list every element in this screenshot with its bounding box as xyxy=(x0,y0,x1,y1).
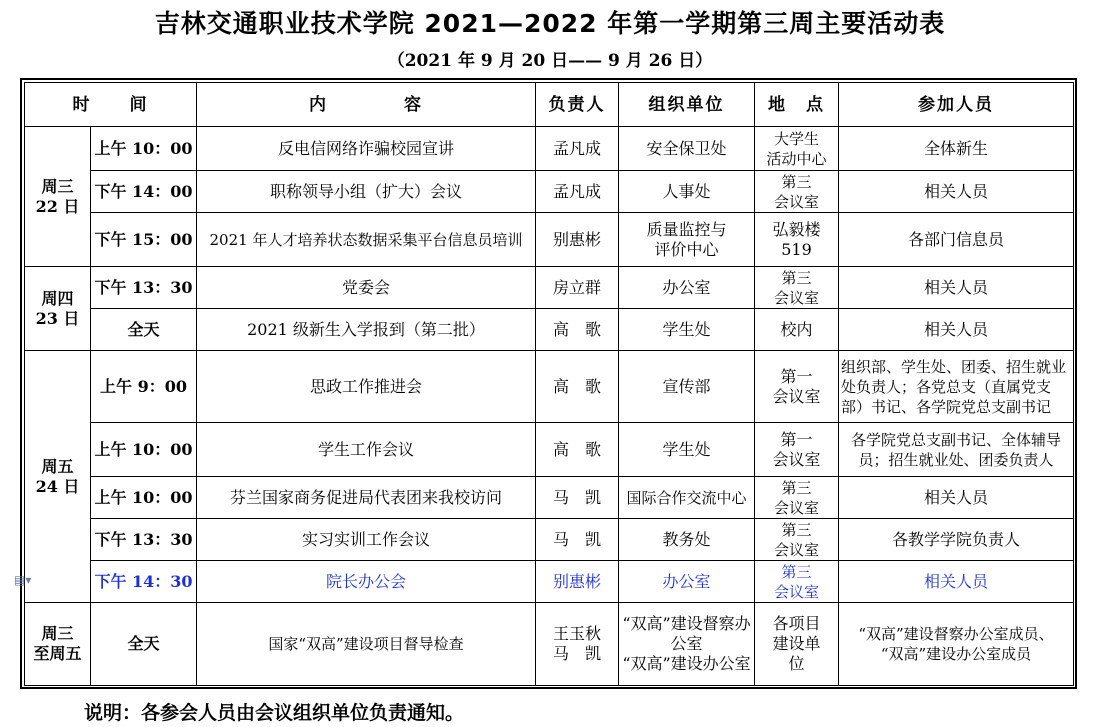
header-row xyxy=(25,83,1074,127)
table-row xyxy=(25,309,1074,351)
table-row xyxy=(25,603,1074,686)
day-cell: 周三 至周五 xyxy=(25,603,91,686)
person-cell: 孟凡成 xyxy=(536,127,619,171)
header-person: 负责人 xyxy=(536,83,619,127)
time-cell: 下午 14：00 xyxy=(91,171,197,213)
place-cell: 第三 会议室 xyxy=(755,561,839,603)
page-title: 吉林交通职业技术学院 2021—2022 年第一学期第三周主要活动表 xyxy=(154,9,946,38)
person-cell: 高 歌 xyxy=(536,423,619,477)
org-cell: 学生处 xyxy=(619,309,755,351)
table-row xyxy=(25,213,1074,267)
content-cell: 反电信网络诈骗校园宣讲 xyxy=(197,127,536,171)
document-anchor-icon: ▤▾ xyxy=(14,573,32,587)
time-cell: 全天 xyxy=(91,309,197,351)
header-time: 时 间 xyxy=(25,83,197,127)
content-cell: 职称领导小组（扩大）会议 xyxy=(197,171,536,213)
day-cell: 周三 22 日 xyxy=(25,127,91,267)
content-cell: 院长办公会 xyxy=(197,561,536,603)
person-cell: 孟凡成 xyxy=(536,171,619,213)
person-cell: 王玉秋 马 凯 xyxy=(536,603,619,686)
attendees-cell: 全体新生 xyxy=(839,127,1074,171)
place-cell: 校内 xyxy=(755,309,839,351)
content-cell: 国家“双高”建设项目督导检查 xyxy=(197,603,536,686)
header-org: 组织单位 xyxy=(619,83,755,127)
content-cell: 思政工作推进会 xyxy=(197,351,536,423)
content-cell: 芬兰国家商务促进局代表团来我校访问 xyxy=(197,477,536,519)
person-cell: 别惠彬 xyxy=(536,213,619,267)
table-row xyxy=(25,477,1074,519)
org-cell: 办公室 xyxy=(619,561,755,603)
org-cell: 人事处 xyxy=(619,171,755,213)
attendees-cell: 各教学学院负责人 xyxy=(839,519,1074,561)
org-cell: 教务处 xyxy=(619,519,755,561)
org-cell: 安全保卫处 xyxy=(619,127,755,171)
place-cell: 第一 会议室 xyxy=(755,423,839,477)
person-cell: 高 歌 xyxy=(536,309,619,351)
table-row xyxy=(25,423,1074,477)
place-cell: 第三 会议室 xyxy=(755,171,839,213)
content-cell: 2021 年人才培养状态数据采集平台信息员培训 xyxy=(197,213,536,267)
content-cell: 实习实训工作会议 xyxy=(197,519,536,561)
place-cell: 弘毅楼 519 xyxy=(755,213,839,267)
person-cell: 高 歌 xyxy=(536,351,619,423)
time-cell: 上午 10：00 xyxy=(91,423,197,477)
place-cell: 各项目 建设单 位 xyxy=(755,603,839,686)
day-cell: 周五 24 日 xyxy=(25,351,91,603)
time-cell: 上午 10：00 xyxy=(91,127,197,171)
org-cell: 办公室 xyxy=(619,267,755,309)
time-cell: 下午 15：00 xyxy=(91,213,197,267)
attendees-cell: “双高”建设督察办公室成员、 “双高”建设办公室成员 xyxy=(839,603,1074,686)
time-cell: 下午 13：30 xyxy=(91,267,197,309)
header-content: 内 容 xyxy=(197,83,536,127)
person-cell: 房立群 xyxy=(536,267,619,309)
attendees-cell: 各学院党总支副书记、全体辅导员；招生就业处、团委负责人 xyxy=(839,423,1074,477)
attendees-cell: 相关人员 xyxy=(839,477,1074,519)
org-cell: 国际合作交流中心 xyxy=(619,477,755,519)
table-row xyxy=(25,171,1074,213)
header-place: 地 点 xyxy=(755,83,839,127)
org-cell: 学生处 xyxy=(619,423,755,477)
attendees-cell: 相关人员 xyxy=(839,171,1074,213)
person-cell: 别惠彬 xyxy=(536,561,619,603)
content-cell: 2021 级新生入学报到（第二批） xyxy=(197,309,536,351)
table-row xyxy=(25,267,1074,309)
date-range: （2021 年 9 月 20 日—— 9 月 26 日） xyxy=(387,51,713,71)
table-row xyxy=(25,351,1074,423)
org-cell: “双高”建设督察办公室 “双高”建设办公室 xyxy=(619,603,755,686)
org-cell: 质量监控与 评价中心 xyxy=(619,213,755,267)
footnote: 说明：各参会人员由会议组织单位负责通知。 xyxy=(84,702,465,724)
attendees-cell: 组织部、学生处、团委、招生就业处负责人；各党总支（直属党支部）书记、各学院党总支副书记 xyxy=(839,351,1074,423)
day-cell: 周四 23 日 xyxy=(25,267,91,351)
time-cell: 全天 xyxy=(91,603,197,686)
place-cell: 第三 会议室 xyxy=(755,267,839,309)
table-row xyxy=(25,127,1074,171)
content-cell: 党委会 xyxy=(197,267,536,309)
activity-table xyxy=(24,82,1074,686)
attendees-cell: 各部门信息员 xyxy=(839,213,1074,267)
person-cell: 马 凯 xyxy=(536,477,619,519)
table-row xyxy=(25,519,1074,561)
time-cell: 下午 13：30 xyxy=(91,519,197,561)
person-cell: 马 凯 xyxy=(536,519,619,561)
time-cell: 下午 14：30 xyxy=(91,561,197,603)
time-cell: 上午 10：00 xyxy=(91,477,197,519)
attendees-cell: 相关人员 xyxy=(839,561,1074,603)
place-cell: 第一 会议室 xyxy=(755,351,839,423)
place-cell: 第三 会议室 xyxy=(755,477,839,519)
org-cell: 宣传部 xyxy=(619,351,755,423)
time-cell: 上午 9：00 xyxy=(91,351,197,423)
attendees-cell: 相关人员 xyxy=(839,267,1074,309)
place-cell: 第三 会议室 xyxy=(755,519,839,561)
place-cell: 大学生 活动中心 xyxy=(755,127,839,171)
header-attendees: 参加人员 xyxy=(839,83,1074,127)
content-cell: 学生工作会议 xyxy=(197,423,536,477)
table-row-highlighted xyxy=(25,561,1074,603)
attendees-cell: 相关人员 xyxy=(839,309,1074,351)
